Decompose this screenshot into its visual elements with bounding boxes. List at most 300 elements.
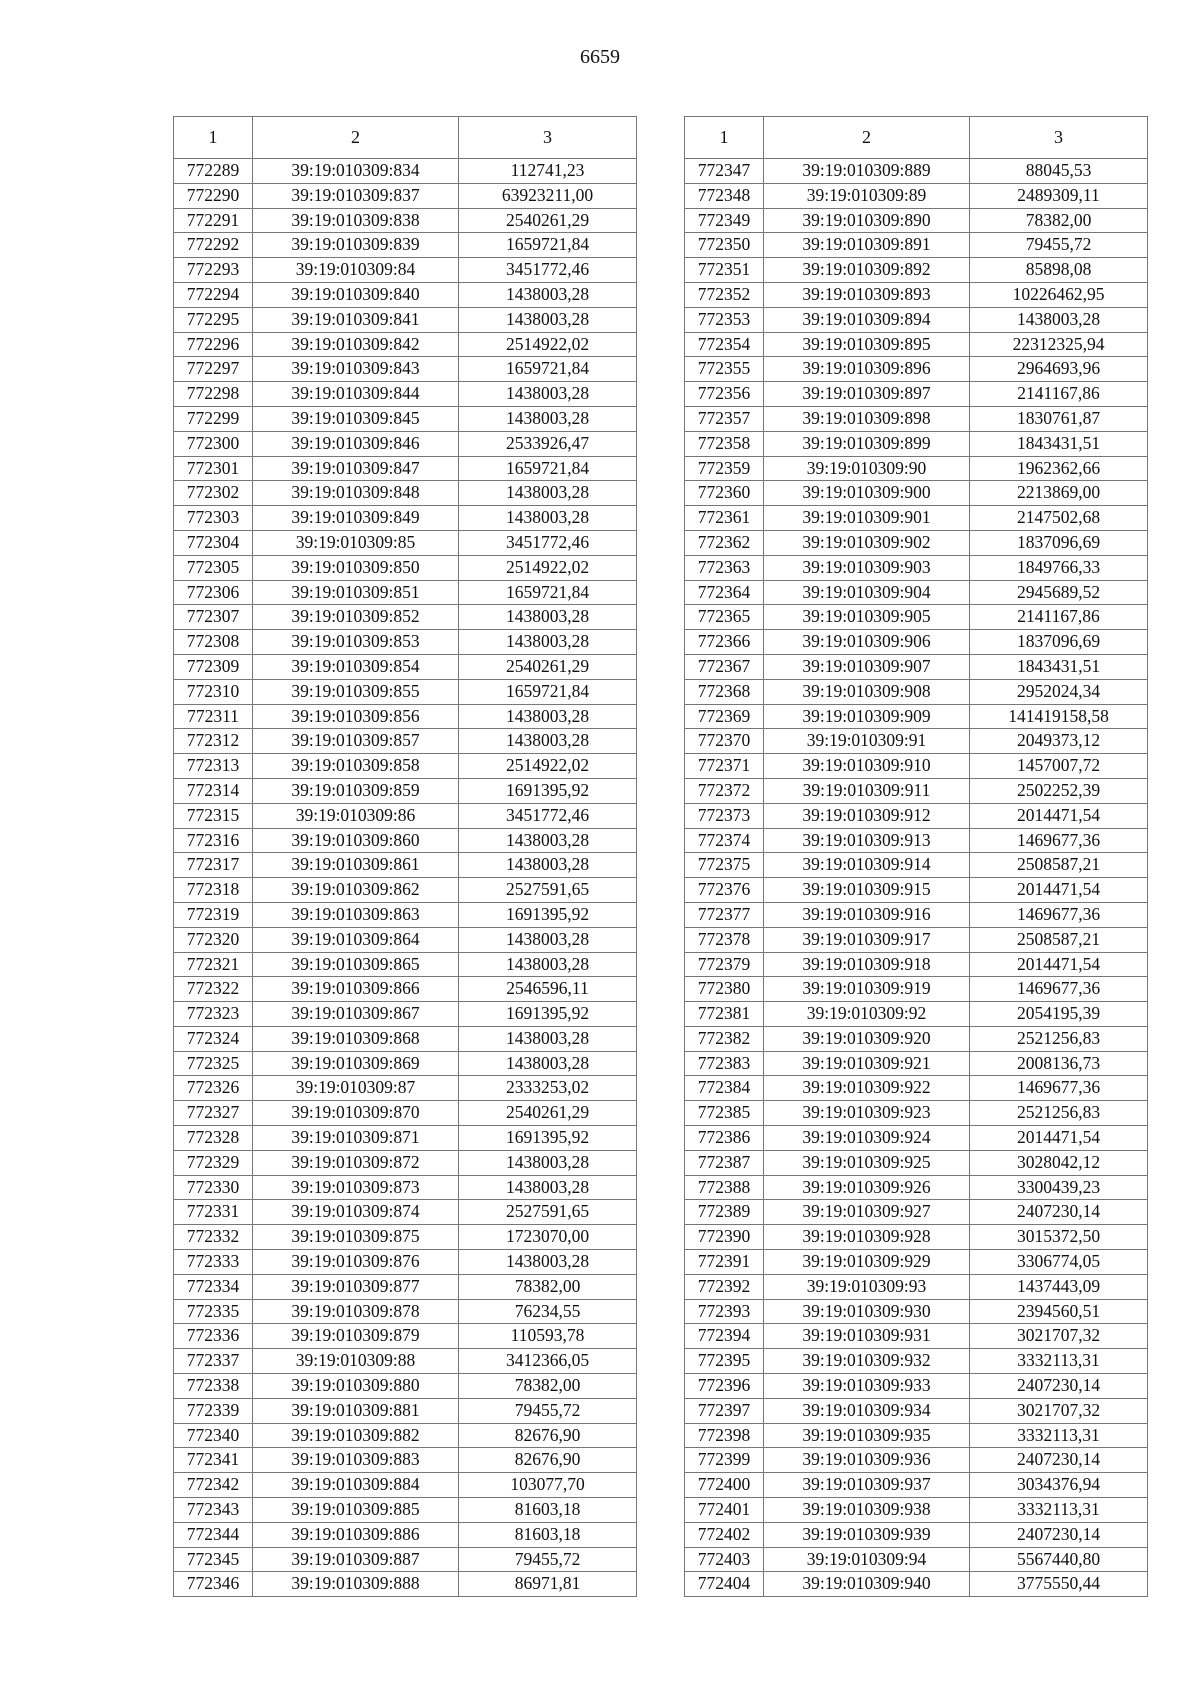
cadastral-number-cell: 39:19:010309:892 — [764, 258, 970, 283]
record-number-cell: 772325 — [174, 1051, 253, 1076]
column-header-2: 2 — [253, 117, 459, 159]
table-row — [174, 1349, 637, 1374]
record-number-cell: 772294 — [174, 282, 253, 307]
cadastral-number-cell: 39:19:010309:927 — [764, 1200, 970, 1225]
cadastral-number-cell: 39:19:010309:92 — [764, 1002, 970, 1027]
table-row — [174, 357, 637, 382]
cadastral-number-cell: 39:19:010309:893 — [764, 282, 970, 307]
record-number-cell: 772354 — [685, 332, 764, 357]
value-cell: 2014471,54 — [970, 952, 1148, 977]
record-number-cell: 772346 — [174, 1572, 253, 1597]
table-row — [174, 1002, 637, 1027]
record-number-cell: 772371 — [685, 754, 764, 779]
value-cell: 2540261,29 — [459, 654, 637, 679]
value-cell: 2407230,14 — [970, 1200, 1148, 1225]
value-cell: 1837096,69 — [970, 530, 1148, 555]
table-row — [174, 159, 637, 184]
table-row — [685, 927, 1148, 952]
table-row — [174, 853, 637, 878]
table-row — [685, 332, 1148, 357]
value-cell: 3306774,05 — [970, 1250, 1148, 1275]
record-number-cell: 772299 — [174, 406, 253, 431]
cadastral-number-cell: 39:19:010309:926 — [764, 1175, 970, 1200]
cadastral-number-cell: 39:19:010309:852 — [253, 605, 459, 630]
table-row — [685, 530, 1148, 555]
value-cell: 1659721,84 — [459, 233, 637, 258]
cadastral-number-cell: 39:19:010309:834 — [253, 159, 459, 184]
record-number-cell: 772344 — [174, 1522, 253, 1547]
table-row — [174, 878, 637, 903]
value-cell: 2014471,54 — [970, 1126, 1148, 1151]
table-row — [685, 605, 1148, 630]
record-number-cell: 772390 — [685, 1225, 764, 1250]
record-number-cell: 772307 — [174, 605, 253, 630]
value-cell: 78382,00 — [459, 1374, 637, 1399]
value-cell: 1438003,28 — [459, 307, 637, 332]
record-number-cell: 772350 — [685, 233, 764, 258]
cadastral-number-cell: 39:19:010309:87 — [253, 1076, 459, 1101]
record-number-cell: 772388 — [685, 1175, 764, 1200]
column-header-1: 1 — [685, 117, 764, 159]
table-row — [685, 1126, 1148, 1151]
record-number-cell: 772338 — [174, 1374, 253, 1399]
value-cell: 3451772,46 — [459, 530, 637, 555]
table-row — [685, 159, 1148, 184]
value-cell: 1438003,28 — [459, 1175, 637, 1200]
cadastral-number-cell: 39:19:010309:939 — [764, 1522, 970, 1547]
cadastral-number-cell: 39:19:010309:859 — [253, 778, 459, 803]
value-cell: 22312325,94 — [970, 332, 1148, 357]
table-row — [174, 1225, 637, 1250]
record-number-cell: 772395 — [685, 1349, 764, 1374]
table-row — [174, 258, 637, 283]
record-number-cell: 772330 — [174, 1175, 253, 1200]
value-cell: 1469677,36 — [970, 902, 1148, 927]
value-cell: 1438003,28 — [459, 406, 637, 431]
cadastral-number-cell: 39:19:010309:837 — [253, 183, 459, 208]
table-row — [174, 382, 637, 407]
cadastral-number-cell: 39:19:010309:840 — [253, 282, 459, 307]
value-cell: 79455,72 — [970, 233, 1148, 258]
cadastral-number-cell: 39:19:010309:936 — [764, 1448, 970, 1473]
cadastral-number-cell: 39:19:010309:871 — [253, 1126, 459, 1151]
table-row — [174, 778, 637, 803]
cadastral-number-cell: 39:19:010309:931 — [764, 1324, 970, 1349]
table-row — [174, 431, 637, 456]
value-cell: 1438003,28 — [459, 630, 637, 655]
cadastral-number-cell: 39:19:010309:841 — [253, 307, 459, 332]
cadastral-number-cell: 39:19:010309:917 — [764, 927, 970, 952]
record-number-cell: 772400 — [685, 1473, 764, 1498]
table-row — [685, 506, 1148, 531]
value-cell: 86971,81 — [459, 1572, 637, 1597]
value-cell: 2054195,39 — [970, 1002, 1148, 1027]
record-number-cell: 772387 — [685, 1150, 764, 1175]
table-row — [174, 828, 637, 853]
cadastral-number-cell: 39:19:010309:878 — [253, 1299, 459, 1324]
table-row — [174, 1572, 637, 1597]
cadastral-number-cell: 39:19:010309:884 — [253, 1473, 459, 1498]
record-number-cell: 772289 — [174, 159, 253, 184]
cadastral-number-cell: 39:19:010309:84 — [253, 258, 459, 283]
cadastral-number-cell: 39:19:010309:937 — [764, 1473, 970, 1498]
table-row — [174, 927, 637, 952]
record-number-cell: 772296 — [174, 332, 253, 357]
cadastral-number-cell: 39:19:010309:922 — [764, 1076, 970, 1101]
value-cell: 85898,08 — [970, 258, 1148, 283]
cadastral-number-cell: 39:19:010309:846 — [253, 431, 459, 456]
value-cell: 2533926,47 — [459, 431, 637, 456]
record-number-cell: 772355 — [685, 357, 764, 382]
value-cell: 2333253,02 — [459, 1076, 637, 1101]
value-cell: 2508587,21 — [970, 927, 1148, 952]
table-row — [174, 406, 637, 431]
record-number-cell: 772324 — [174, 1026, 253, 1051]
value-cell: 1659721,84 — [459, 456, 637, 481]
value-cell: 3332113,31 — [970, 1498, 1148, 1523]
value-cell: 112741,23 — [459, 159, 637, 184]
cadastral-number-cell: 39:19:010309:920 — [764, 1026, 970, 1051]
cadastral-number-cell: 39:19:010309:94 — [764, 1547, 970, 1572]
table-row — [685, 1076, 1148, 1101]
record-number-cell: 772300 — [174, 431, 253, 456]
table-row — [174, 208, 637, 233]
cadastral-number-cell: 39:19:010309:877 — [253, 1274, 459, 1299]
cadastral-number-cell: 39:19:010309:91 — [764, 729, 970, 754]
record-number-cell: 772389 — [685, 1200, 764, 1225]
table-row — [685, 902, 1148, 927]
cadastral-number-cell: 39:19:010309:879 — [253, 1324, 459, 1349]
value-cell: 2147502,68 — [970, 506, 1148, 531]
cadastral-number-cell: 39:19:010309:86 — [253, 803, 459, 828]
table-row — [685, 1175, 1148, 1200]
record-number-cell: 772376 — [685, 878, 764, 903]
value-cell: 3332113,31 — [970, 1423, 1148, 1448]
cadastral-number-cell: 39:19:010309:885 — [253, 1498, 459, 1523]
table-row — [685, 729, 1148, 754]
cadastral-number-cell: 39:19:010309:899 — [764, 431, 970, 456]
table-row — [174, 902, 637, 927]
record-number-cell: 772373 — [685, 803, 764, 828]
cadastral-number-cell: 39:19:010309:898 — [764, 406, 970, 431]
record-number-cell: 772340 — [174, 1423, 253, 1448]
cadastral-number-cell: 39:19:010309:904 — [764, 580, 970, 605]
table-row — [174, 1498, 637, 1523]
value-cell: 2964693,96 — [970, 357, 1148, 382]
cadastral-number-cell: 39:19:010309:918 — [764, 952, 970, 977]
cadastral-number-cell: 39:19:010309:845 — [253, 406, 459, 431]
record-number-cell: 772336 — [174, 1324, 253, 1349]
cadastral-number-cell: 39:19:010309:869 — [253, 1051, 459, 1076]
table-row — [174, 630, 637, 655]
cadastral-number-cell: 39:19:010309:839 — [253, 233, 459, 258]
value-cell: 1469677,36 — [970, 977, 1148, 1002]
column-header-2: 2 — [764, 117, 970, 159]
cadastral-number-cell: 39:19:010309:881 — [253, 1398, 459, 1423]
value-cell: 81603,18 — [459, 1498, 637, 1523]
cadastral-number-cell: 39:19:010309:911 — [764, 778, 970, 803]
cadastral-number-cell: 39:19:010309:906 — [764, 630, 970, 655]
table-row — [685, 1374, 1148, 1399]
table-row — [174, 307, 637, 332]
value-cell: 82676,90 — [459, 1423, 637, 1448]
value-cell: 2407230,14 — [970, 1522, 1148, 1547]
value-cell: 2141167,86 — [970, 382, 1148, 407]
cadastral-number-cell: 39:19:010309:903 — [764, 555, 970, 580]
table-row — [685, 456, 1148, 481]
record-number-cell: 772380 — [685, 977, 764, 1002]
cadastral-number-cell: 39:19:010309:861 — [253, 853, 459, 878]
table-row — [685, 1423, 1148, 1448]
record-number-cell: 772298 — [174, 382, 253, 407]
table-row — [174, 1175, 637, 1200]
table-row — [685, 208, 1148, 233]
table-row — [174, 1051, 637, 1076]
record-number-cell: 772304 — [174, 530, 253, 555]
table-row — [174, 679, 637, 704]
table-row — [174, 704, 637, 729]
record-number-cell: 772334 — [174, 1274, 253, 1299]
record-number-cell: 772378 — [685, 927, 764, 952]
value-cell: 1962362,66 — [970, 456, 1148, 481]
value-cell: 3021707,32 — [970, 1324, 1148, 1349]
value-cell: 3034376,94 — [970, 1473, 1148, 1498]
value-cell: 79455,72 — [459, 1398, 637, 1423]
record-number-cell: 772295 — [174, 307, 253, 332]
value-cell: 2521256,83 — [970, 1101, 1148, 1126]
table-row — [685, 481, 1148, 506]
record-number-cell: 772349 — [685, 208, 764, 233]
record-number-cell: 772351 — [685, 258, 764, 283]
table-row — [685, 1200, 1148, 1225]
cadastral-number-cell: 39:19:010309:888 — [253, 1572, 459, 1597]
record-number-cell: 772347 — [685, 159, 764, 184]
table-row — [685, 183, 1148, 208]
table-row — [685, 431, 1148, 456]
table-row — [174, 1126, 637, 1151]
record-number-cell: 772368 — [685, 679, 764, 704]
record-number-cell: 772379 — [685, 952, 764, 977]
table-row — [685, 1473, 1148, 1498]
table-row — [685, 754, 1148, 779]
cadastral-number-cell: 39:19:010309:912 — [764, 803, 970, 828]
record-number-cell: 772382 — [685, 1026, 764, 1051]
cadastral-number-cell: 39:19:010309:866 — [253, 977, 459, 1002]
cadastral-number-cell: 39:19:010309:872 — [253, 1150, 459, 1175]
cadastral-number-cell: 39:19:010309:921 — [764, 1051, 970, 1076]
cadastral-number-cell: 39:19:010309:895 — [764, 332, 970, 357]
record-number-cell: 772385 — [685, 1101, 764, 1126]
value-cell: 2049373,12 — [970, 729, 1148, 754]
table-row — [685, 1026, 1148, 1051]
value-cell: 1438003,28 — [459, 828, 637, 853]
value-cell: 1659721,84 — [459, 357, 637, 382]
value-cell: 1438003,28 — [459, 927, 637, 952]
record-number-cell: 772342 — [174, 1473, 253, 1498]
table-row — [685, 853, 1148, 878]
record-number-cell: 772364 — [685, 580, 764, 605]
table-row — [174, 506, 637, 531]
record-number-cell: 772345 — [174, 1547, 253, 1572]
cadastral-number-cell: 39:19:010309:932 — [764, 1349, 970, 1374]
table-row — [685, 778, 1148, 803]
value-cell: 1438003,28 — [459, 952, 637, 977]
cadastral-number-cell: 39:19:010309:897 — [764, 382, 970, 407]
table-row — [685, 406, 1148, 431]
cadastral-number-cell: 39:19:010309:889 — [764, 159, 970, 184]
record-number-cell: 772326 — [174, 1076, 253, 1101]
table-row — [174, 729, 637, 754]
table-row — [174, 1547, 637, 1572]
table-row — [174, 977, 637, 1002]
value-cell: 1438003,28 — [459, 1026, 637, 1051]
value-cell: 10226462,95 — [970, 282, 1148, 307]
record-number-cell: 772337 — [174, 1349, 253, 1374]
value-cell: 1457007,72 — [970, 754, 1148, 779]
value-cell: 1438003,28 — [459, 1051, 637, 1076]
table-row — [174, 1398, 637, 1423]
table-row — [174, 1076, 637, 1101]
value-cell: 1438003,28 — [459, 506, 637, 531]
record-number-cell: 772316 — [174, 828, 253, 853]
cadastral-number-cell: 39:19:010309:919 — [764, 977, 970, 1002]
record-number-cell: 772303 — [174, 506, 253, 531]
cadastral-number-cell: 39:19:010309:934 — [764, 1398, 970, 1423]
page-number: 6659 — [580, 46, 620, 68]
table-row — [685, 580, 1148, 605]
value-cell: 1691395,92 — [459, 1002, 637, 1027]
cadastral-number-cell: 39:19:010309:85 — [253, 530, 459, 555]
column-header-3: 3 — [459, 117, 637, 159]
record-number-cell: 772301 — [174, 456, 253, 481]
left-table — [173, 116, 637, 1597]
value-cell: 1830761,87 — [970, 406, 1148, 431]
cadastral-number-cell: 39:19:010309:930 — [764, 1299, 970, 1324]
table-row — [685, 1250, 1148, 1275]
value-cell: 1691395,92 — [459, 778, 637, 803]
record-number-cell: 772314 — [174, 778, 253, 803]
record-number-cell: 772374 — [685, 828, 764, 853]
record-number-cell: 772290 — [174, 183, 253, 208]
cadastral-number-cell: 39:19:010309:896 — [764, 357, 970, 382]
table-row — [685, 878, 1148, 903]
table-row — [174, 282, 637, 307]
table-row — [685, 1324, 1148, 1349]
record-number-cell: 772361 — [685, 506, 764, 531]
cadastral-number-cell: 39:19:010309:933 — [764, 1374, 970, 1399]
table-row — [174, 654, 637, 679]
cadastral-number-cell: 39:19:010309:910 — [764, 754, 970, 779]
cadastral-number-cell: 39:19:010309:867 — [253, 1002, 459, 1027]
cadastral-number-cell: 39:19:010309:854 — [253, 654, 459, 679]
value-cell: 1723070,00 — [459, 1225, 637, 1250]
value-cell: 2546596,11 — [459, 977, 637, 1002]
record-number-cell: 772339 — [174, 1398, 253, 1423]
value-cell: 1659721,84 — [459, 580, 637, 605]
record-number-cell: 772293 — [174, 258, 253, 283]
record-number-cell: 772352 — [685, 282, 764, 307]
value-cell: 3332113,31 — [970, 1349, 1148, 1374]
cadastral-number-cell: 39:19:010309:935 — [764, 1423, 970, 1448]
cadastral-number-cell: 39:19:010309:870 — [253, 1101, 459, 1126]
record-number-cell: 772370 — [685, 729, 764, 754]
table-row — [174, 1299, 637, 1324]
value-cell: 88045,53 — [970, 159, 1148, 184]
value-cell: 63923211,00 — [459, 183, 637, 208]
value-cell: 1849766,33 — [970, 555, 1148, 580]
cadastral-number-cell: 39:19:010309:880 — [253, 1374, 459, 1399]
table-row — [174, 1423, 637, 1448]
table-row — [174, 605, 637, 630]
record-number-cell: 772403 — [685, 1547, 764, 1572]
cadastral-number-cell: 39:19:010309:914 — [764, 853, 970, 878]
table-row — [685, 1150, 1148, 1175]
table-row — [685, 555, 1148, 580]
cadastral-number-cell: 39:19:010309:853 — [253, 630, 459, 655]
record-number-cell: 772362 — [685, 530, 764, 555]
record-number-cell: 772398 — [685, 1423, 764, 1448]
value-cell: 3775550,44 — [970, 1572, 1148, 1597]
cadastral-number-cell: 39:19:010309:862 — [253, 878, 459, 903]
table-row — [685, 307, 1148, 332]
cadastral-number-cell: 39:19:010309:909 — [764, 704, 970, 729]
cadastral-number-cell: 39:19:010309:93 — [764, 1274, 970, 1299]
record-number-cell: 772306 — [174, 580, 253, 605]
table-row — [685, 1101, 1148, 1126]
cadastral-number-cell: 39:19:010309:868 — [253, 1026, 459, 1051]
cadastral-number-cell: 39:19:010309:924 — [764, 1126, 970, 1151]
record-number-cell: 772356 — [685, 382, 764, 407]
record-number-cell: 772329 — [174, 1150, 253, 1175]
record-number-cell: 772322 — [174, 977, 253, 1002]
table-row — [174, 1374, 637, 1399]
cadastral-number-cell: 39:19:010309:887 — [253, 1547, 459, 1572]
cadastral-number-cell: 39:19:010309:843 — [253, 357, 459, 382]
value-cell: 3028042,12 — [970, 1150, 1148, 1175]
table-row — [174, 233, 637, 258]
record-number-cell: 772396 — [685, 1374, 764, 1399]
value-cell: 2213869,00 — [970, 481, 1148, 506]
table-row — [685, 952, 1148, 977]
table-row — [685, 1299, 1148, 1324]
table-row — [685, 1398, 1148, 1423]
value-cell: 141419158,58 — [970, 704, 1148, 729]
record-number-cell: 772391 — [685, 1250, 764, 1275]
table-row — [685, 828, 1148, 853]
cadastral-number-cell: 39:19:010309:90 — [764, 456, 970, 481]
table-row — [174, 1250, 637, 1275]
record-number-cell: 772310 — [174, 679, 253, 704]
record-number-cell: 772357 — [685, 406, 764, 431]
table-row — [685, 1547, 1148, 1572]
value-cell: 2514922,02 — [459, 332, 637, 357]
record-number-cell: 772308 — [174, 630, 253, 655]
left-table-body — [174, 159, 637, 1597]
record-number-cell: 772372 — [685, 778, 764, 803]
table-row — [174, 481, 637, 506]
cadastral-number-cell: 39:19:010309:891 — [764, 233, 970, 258]
value-cell: 3300439,23 — [970, 1175, 1148, 1200]
value-cell: 1438003,28 — [459, 481, 637, 506]
record-number-cell: 772331 — [174, 1200, 253, 1225]
value-cell: 2502252,39 — [970, 778, 1148, 803]
table-row — [174, 183, 637, 208]
value-cell: 79455,72 — [459, 1547, 637, 1572]
cadastral-number-cell: 39:19:010309:842 — [253, 332, 459, 357]
cadastral-number-cell: 39:19:010309:905 — [764, 605, 970, 630]
record-number-cell: 772323 — [174, 1002, 253, 1027]
cadastral-number-cell: 39:19:010309:915 — [764, 878, 970, 903]
